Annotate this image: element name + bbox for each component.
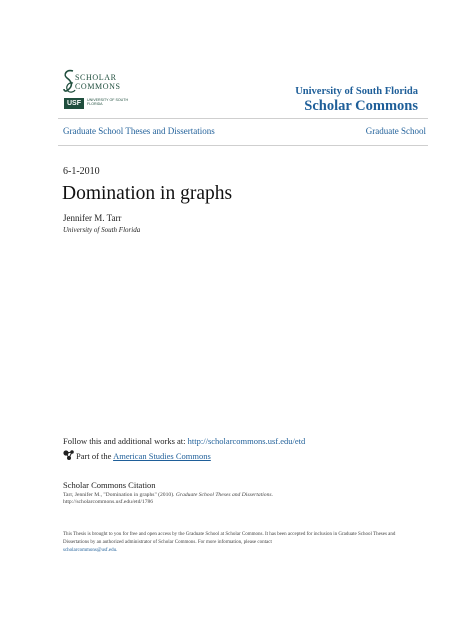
contact-email-link[interactable]: scholarcommons@usf.edu. xyxy=(63,548,118,553)
department-link[interactable]: Graduate School xyxy=(365,126,426,136)
institution-name: University of South Florida xyxy=(295,86,418,97)
logo-word-commons: COMMONS xyxy=(75,82,121,91)
author-affiliation: University of South Florida xyxy=(63,226,141,234)
divider-bottom xyxy=(58,145,428,146)
institution-header xyxy=(295,86,418,115)
american-studies-link[interactable]: American Studies Commons xyxy=(113,451,211,461)
disclaimer-text: This Thesis is brought to you for free and open access by the Graduate School at Scholar Commons. It has been accepted for inclusion in Graduate School Theses and Dissertations by an authorized administrator of Scholar Commons. For more information, please contact xyxy=(63,532,396,545)
follow-url-link[interactable]: http://scholarcommons.usf.edu/etd xyxy=(187,436,306,446)
repository-name: Scholar Commons xyxy=(304,98,418,114)
follow-prefix: Follow this and additional works at: xyxy=(63,436,188,446)
divider-top xyxy=(58,118,428,119)
discipline-text xyxy=(76,451,211,461)
citation-series: Graduate School Theses and Dissertations. xyxy=(175,492,273,498)
citation-url: http://scholarcommons.usf.edu/etd/1786 xyxy=(63,499,154,506)
usf-mark xyxy=(62,98,134,110)
author-name: Jennifer M. Tarr xyxy=(63,213,122,223)
access-disclaimer xyxy=(63,531,413,555)
scholar-commons-logo[interactable] xyxy=(62,68,134,112)
citation-heading: Scholar Commons Citation xyxy=(63,480,156,490)
usf-badge: USF xyxy=(64,98,84,109)
partof-prefix: Part of the xyxy=(76,451,114,461)
logo-word-scholar: SCHOLAR xyxy=(75,73,117,82)
publication-date: 6-1-2010 xyxy=(63,166,100,177)
discipline-network-icon xyxy=(63,449,75,461)
collection-link[interactable]: Graduate School Theses and Dissertations xyxy=(63,126,215,136)
citation-text xyxy=(63,492,403,506)
usf-subtext: UNIVERSITY OF SOUTH FLORIDA xyxy=(87,98,129,107)
logo-swash-icon xyxy=(62,68,76,94)
citation-part1: Tarr, Jennifer M., "Domination in graphs" (2010). xyxy=(63,492,176,498)
logo-wordmark xyxy=(62,68,134,96)
follow-line xyxy=(63,436,305,446)
document-title: Domination in graphs xyxy=(62,183,233,204)
